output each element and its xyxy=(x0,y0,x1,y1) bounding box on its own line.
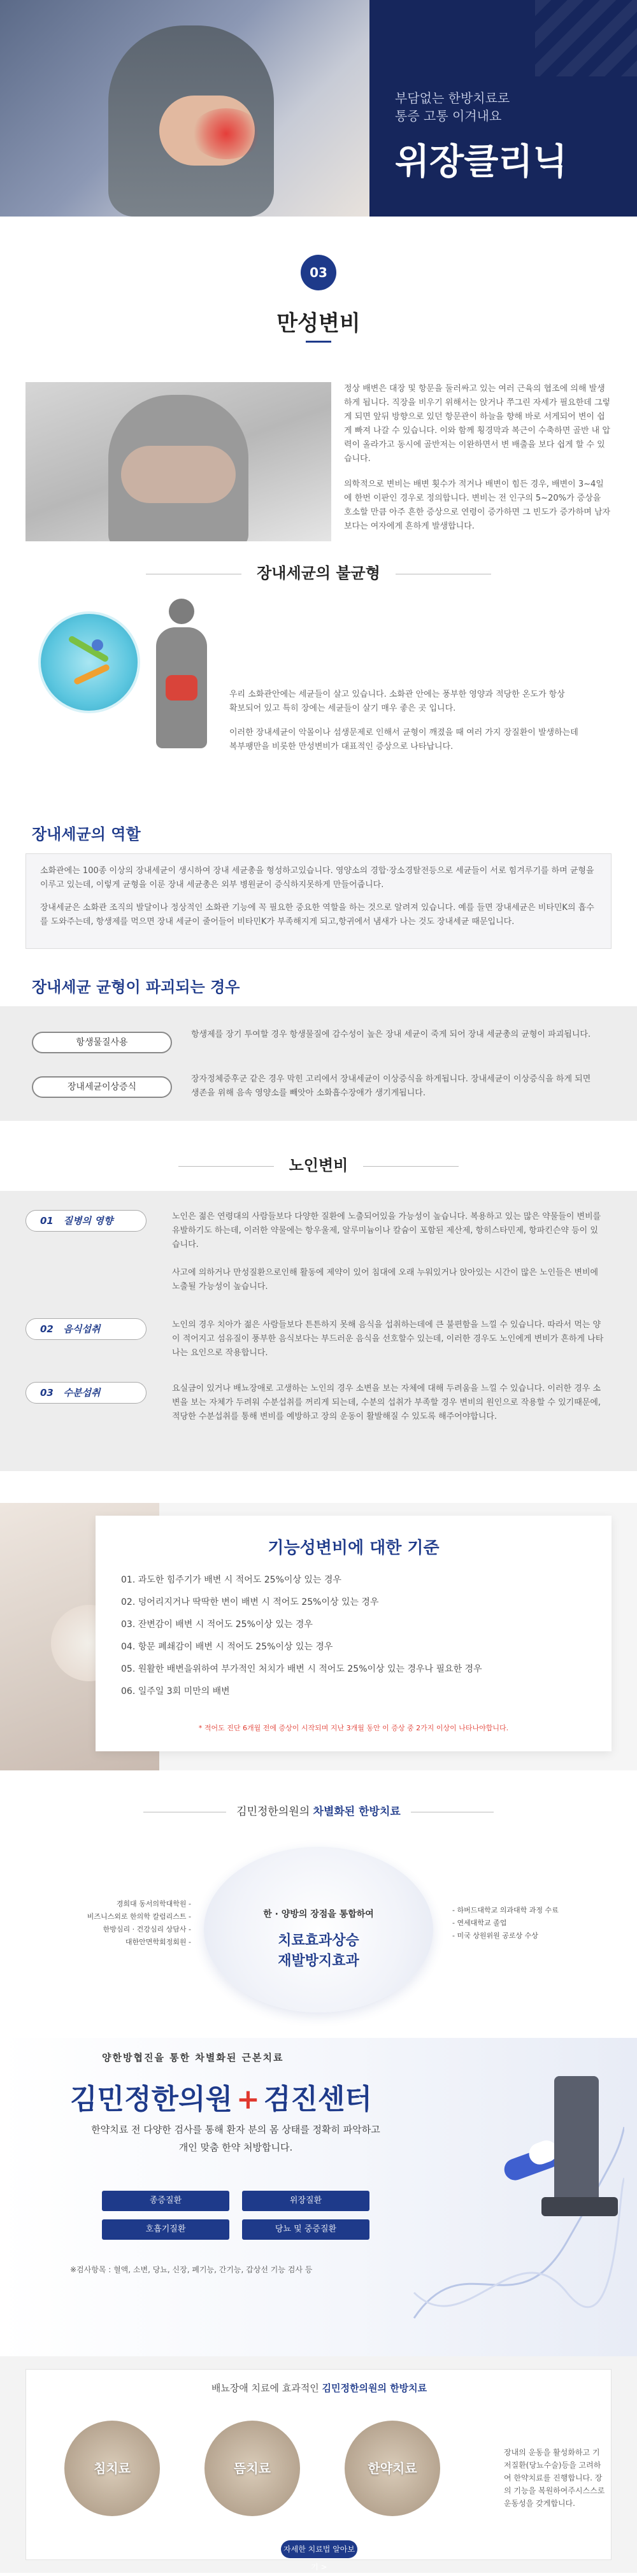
role-box xyxy=(25,853,612,949)
criteria-item-3: 03. 잔변감이 배변 시 적어도 25%이상 있는 경우 xyxy=(121,1619,313,1630)
broken-text-overgrowth: 장자정체증후군 같은 경우 막힌 고리에서 장내세균이 이상증식을 하게됩니다. 장내세균이 이상증식을 하게 되면 생존을 위해 음속 영양소를 빼앗아 소화흡수장애가 생기게됩니다. xyxy=(191,1074,591,1098)
senior-label-text-1: 질병의 영향 xyxy=(63,1215,113,1227)
criteria-item-5: 05. 원활한 배변을위하여 부가적인 처치가 배변 시 적어도 25%이상 있는 경우나 필요한 경우 xyxy=(121,1664,482,1674)
hero-title: 위장클리닉 xyxy=(395,141,568,183)
dna-illustration xyxy=(408,2051,624,2344)
criteria-item-1: 01. 과도한 힘주기가 배변 시 적어도 25%이상 있는 경우 xyxy=(121,1575,341,1585)
center-subtitle: 양한방협진을 통한 차별화된 근본치료 xyxy=(102,2052,284,2063)
senior-label-1 xyxy=(25,1210,147,1232)
center-btn-3[interactable]: 호흡기질환 xyxy=(102,2219,229,2240)
hero-banner xyxy=(0,0,637,217)
intro-para-2: 의학적으로 변비는 배변 횟수가 적거나 배변이 힘든 경우, 배변이 3~4일에 한번 이판인 경우로 정의합니다. 변비는 전 인구의 5~20%가 증상을 호소할 만큼 아주 흔한 증상으로 연령이 증가하면 그 빈도가 증가하며 남자보다는 여자에게 흔하게 발생합니다. xyxy=(344,480,611,531)
hero-tagline xyxy=(395,89,510,125)
criteria-item-4: 04. 항문 폐쇄감이 배변 시 적어도 25%이상 있는 경우 xyxy=(121,1642,333,1652)
senior-panel xyxy=(0,1191,637,1471)
senior-num-3: 03 xyxy=(40,1387,54,1398)
center-title-1: 김민정한의원 xyxy=(70,2083,233,2116)
role-para-2: 장내세균은 소화관 조직의 발달이나 정상적인 소화관 기능에 꼭 필요한 중요한 역할을 하는 것으로 알려져 있습니다. 예를 들면 장내세균은 비타민K의 흡수를 도와주는데, 항생제를 먹으면 장내 세균이 줄어들어 비타민K가 부족해지게 되고,항귀에서 냄새가 나는 것도 장내세균 때문입니다. xyxy=(40,903,594,927)
center-title-plus: + xyxy=(236,2083,260,2116)
balance-text-2: 이러한 장내세균이 악몰이나 섬생문제로 인해서 균형이 깨졌을 때 여러 가지 장질환이 발생하는데 복부팽만을 비롯한 만성변비가 대표적인 증상으로 나타납니다. xyxy=(229,728,578,751)
bacteria-illustration xyxy=(38,611,140,713)
bottom-section xyxy=(0,2356,637,2573)
diff-right-line-2: - 연세대학교 졸업 xyxy=(452,1919,507,1927)
criteria-item-2: 02. 덩어리지거나 딱딱한 변이 배변 시 적어도 25%이상 있는 경우 xyxy=(121,1597,379,1607)
senior-heading: 노인변비 xyxy=(0,1153,637,1175)
center-check-list: ※검사항목 : 혈액, 소변, 당뇨, 신장, 폐기능, 간기능, 갑상선 기능 검사 등 xyxy=(70,2265,313,2274)
broken-label-overgrowth: 장내세균이상증식 xyxy=(32,1076,172,1098)
treatment-herbal: 한약치료 xyxy=(345,2421,440,2516)
treatment-panel xyxy=(25,2369,612,2572)
title-underline xyxy=(306,341,331,343)
diff-right-line-1: - 하버드대학교 의과대학 과정 수료 xyxy=(452,1906,559,1914)
broken-heading: 장내세균 균형이 파괴되는 경우 xyxy=(32,978,240,996)
center-btn-1[interactable]: 종증질환 xyxy=(102,2191,229,2211)
hero-stripes xyxy=(535,0,637,76)
diff-left-line-4: 대한안면학회정회원 - xyxy=(125,1938,191,1946)
diff-left-line-2: 비즈니스외로 한의학 칼럼리스트 - xyxy=(87,1912,191,1921)
diff-right-list xyxy=(452,1904,618,1942)
hero-tagline-line2: 통증 고통 이겨내요 xyxy=(395,108,502,124)
diff-left-line-3: 한방심리 · 건강심리 상담사 - xyxy=(103,1925,191,1933)
senior-num-1: 01 xyxy=(40,1215,54,1227)
diff-circle-main-2: 재발방지효과 xyxy=(278,1953,359,1969)
treatment-caption-pre: 배뇨장애 치료에 효과적인 xyxy=(211,2382,319,2394)
senior-item-3 xyxy=(25,1382,612,1452)
balance-text-1: 우리 소화관안에는 세균들이 살고 있습니다. 소화관 안에는 풍부한 영양과 적당한 온도가 항상 확보되어 있고 특히 장에는 세균들이 살기 매우 좋은 곳 입니다. xyxy=(229,690,565,713)
section-title: 만성변비 xyxy=(276,311,361,336)
hero-photo xyxy=(0,0,369,217)
senior-label-2 xyxy=(25,1318,147,1340)
senior-text-2: 노인의 경우 치아가 젊은 사람들보다 튼튼하지 못해 음식을 섭취하는데에 큰 불편함을 느낄 수 있습니다. 따라서 먹는 양이 적어지고 섬유질이 풍부한 음식보다는 부드러운 음식을 선호할수 있는데, 이러한 경우도 노인에게 변비가 흔하게 나타나는 요인으로 작용합니다. xyxy=(172,1320,604,1358)
diff-heading-pre: 김민정한의원의 xyxy=(236,1805,310,1818)
diff-left-line-1: 경희대 동서의학대학원 - xyxy=(116,1900,191,1908)
diff-left-list xyxy=(25,1898,191,1949)
center-description: 한약치료 전 다양한 검사를 통해 환자 분의 몸 상태를 정확히 파악하고 개인 맞춤 한약 처방합니다. xyxy=(91,2124,380,2153)
treatment-caption xyxy=(26,2381,612,2395)
more-treatment-button[interactable]: 자세한 치료법 알아보기 > xyxy=(281,2540,357,2558)
diff-heading xyxy=(0,1802,637,1818)
diff-right-line-3: - 미국 상원위원 공로상 수상 xyxy=(452,1932,538,1940)
senior-text-1: 노인은 젊은 연령대의 사람들보다 다양한 질환에 노출되어있을 가능성이 높습니다. 복용하고 있는 많은 약물들이 변비를 유발하기도 하는데, 이러한 약물에는 항우울제, 알루미늄이나 칼슘이 포함된 제산제, 항히스타민제, 항파킨슨약 등이 있습니다. 사고에 의하거나 만성질환으로인해 활동에 제약이 있어 침대에 오래 누워있거나 앉아있는 시간이 많은 노인들은 변비에 노출될 가능성이 높습니다. xyxy=(172,1212,601,1292)
section-number-badge: 03 xyxy=(301,255,336,290)
criteria-note: * 적어도 진단 6개월 전에 증상이 시작되며 지난 3개월 동안 이 증상 중 2가지 이상이 나타나야합니다. xyxy=(198,1724,509,1732)
senior-label-3 xyxy=(25,1382,147,1404)
intro-para-1: 정상 배변은 대장 및 항문을 둘러싸고 있는 여러 근육의 협조에 의해 발생하게 됩니다. 직장을 비우기 위해서는 앉거나 쭈그린 자세가 필요한데 그렇게 되면 앞뒤 방향으로 있던 항문관이 하늘을 향해 바로 서게되어 변이 쉽게 빠져 나갈 수 있습니다. 이와 함께 횡경막과 복근이 수축하면 골반 내 압력이 올라가고 동시에 골반저는 이완하면서 변 배출을 보다 쉽게 할 수 있습니다. xyxy=(344,384,611,464)
hero-pain-highlight xyxy=(191,108,261,159)
center-title-2: 검진센터 xyxy=(263,2083,372,2116)
broken-label-antibiotic: 항생물질사용 xyxy=(32,1032,172,1053)
criteria-title: 기능성변비에 대한 기준 xyxy=(268,1539,440,1558)
balance-heading: 장내세균의 불균형 xyxy=(0,560,637,583)
criteria-card xyxy=(96,1516,612,1751)
senior-item-1 xyxy=(25,1210,612,1312)
diff-circle-main-1: 치료효과상승 xyxy=(278,1933,359,1949)
body-silhouette xyxy=(147,599,217,751)
constipation-photo xyxy=(25,382,331,541)
senior-item-2 xyxy=(25,1318,612,1376)
senior-label-text-3: 수분섭취 xyxy=(63,1387,101,1398)
treatment-caption-highlight: 김민정한의원의 한방치료 xyxy=(322,2382,427,2394)
functional-criteria-section xyxy=(0,1503,637,1770)
center-btn-2[interactable]: 위장질환 xyxy=(242,2191,369,2211)
criteria-item-6: 06. 일주일 3회 미만의 배변 xyxy=(121,1686,230,1697)
broken-panel xyxy=(0,1006,637,1121)
treatment-acupuncture: 침치료 xyxy=(64,2421,160,2516)
center-title xyxy=(70,2076,372,2117)
diff-circle xyxy=(204,1847,433,2012)
center-btn-4[interactable]: 당뇨 및 중증질환 xyxy=(242,2219,369,2240)
role-para-1: 소화관에는 100종 이상의 장내세균이 생시하여 장내 세균총을 형성하고있습니다. 영양소의 경합·장소경탈전등으로 세균들이 서로 힘겨루기를 하며 균형을 이루고 있는데, 이렇게 균형을 이룬 장내 세균총은 외부 병원균이 증식하지못하게 만들어줍니다. xyxy=(40,866,594,890)
center-banner xyxy=(0,2038,637,2356)
treatment-moxibustion: 뜸치료 xyxy=(204,2421,300,2516)
senior-num-2: 02 xyxy=(40,1323,54,1335)
treatment-side-text: 장내의 운동을 활성화하고 기저질환(당뇨수술)등을 고려하여 한약치료를 진행합니다. 장의 기능을 복원하여주시스스로 운동성을 갖게합니다. xyxy=(504,2448,605,2508)
hero-tagline-line1: 부담없는 한방치료로 xyxy=(395,90,510,106)
diff-circle-top: 한 · 양방의 장점을 통합하여 xyxy=(263,1909,374,1919)
broken-text-antibiotic: 항생제를 장기 투여할 경우 항생물질에 감수성이 높은 장내 세균이 죽게 되어 장내 세균총의 균형이 파괴됩니다. xyxy=(191,1030,591,1039)
diff-heading-highlight: 차별화된 한방치료 xyxy=(313,1805,401,1818)
senior-text-3: 요실금이 있거나 배뇨장애로 고생하는 노인의 경우 소변을 보는 자체에 대해 두려움을 느낄 수 있습니다. 이러한 경우 소변을 보는 자체가 두려워 수분섭취를 꺼리게 되는데, 수분의 섭취가 부족할 경우 변비의 원인으로 작용할 수 있기때문에, 적당한 수분섭취를 통해 변비를 예방하고 장의 운동이 활발해질 수 있도록 해주어야합니다. xyxy=(172,1384,601,1421)
role-heading: 장내세균의 역할 xyxy=(32,825,141,843)
senior-label-text-2: 음식섭취 xyxy=(63,1323,101,1335)
